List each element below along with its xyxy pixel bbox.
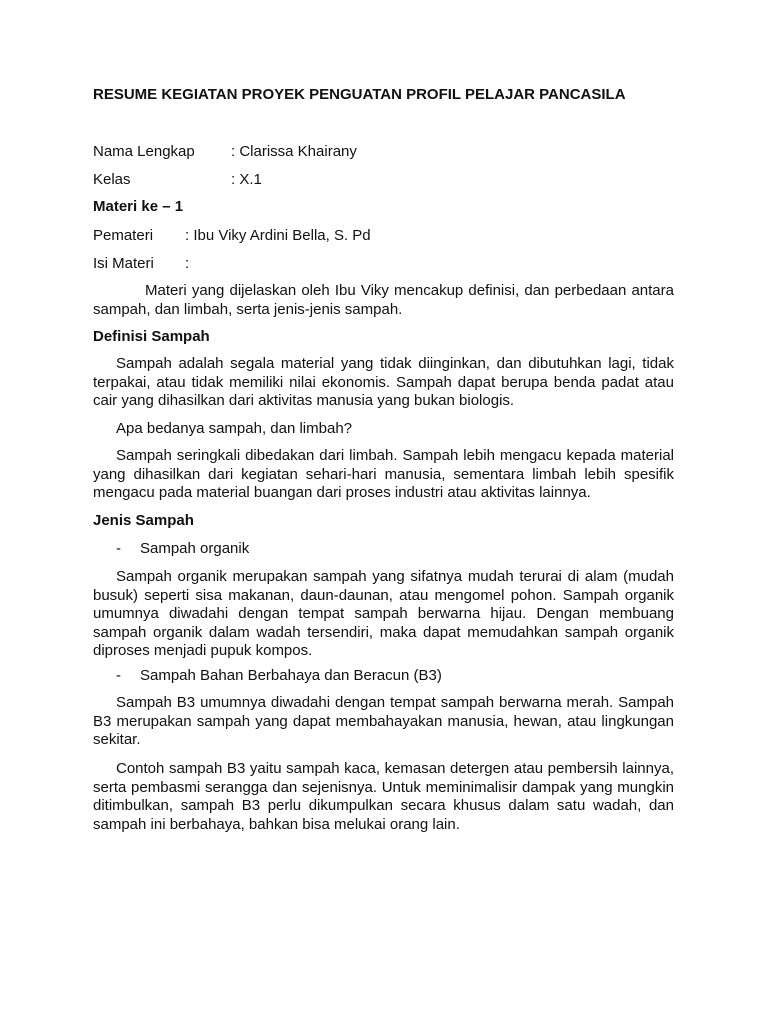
definisi-paragraph: Sampah adalah segala material yang tidak diinginkan, dan dibutuhkan lagi, tidak terpakai, atau tidak memiliki nilai ekonomis. Sampah dapat berupa benda padat atau cair yang dihasilkan dari aktivitas manusia yang bukan biologis.: [93, 355, 674, 409]
list-item-organik: Sampah organik: [140, 540, 250, 557]
intro-paragraph: Materi yang dijelaskan oleh Ibu Viky mencakup definisi, dan perbedaan antara sampah, dan limbah, serta jenis-jenis sampah.: [93, 282, 674, 318]
bullet-dash: -: [116, 540, 121, 557]
nama-value: : Clarissa Khairany: [231, 143, 357, 160]
b3-example-paragraph: Contoh sampah B3 yaitu sampah kaca, kemasan detergen atau pembersih lainnya, serta pembasmi serangga dan sejenisnya. Untuk meminimalisir dampak yang mungkin ditimbulkan, sampah B3 perlu dikumpulkan secara khusus dalam satu wadah, dan sampah ini berbahaya, bahkan bisa melukai orang lain.: [93, 760, 674, 833]
b3-paragraph: Sampah B3 umumnya diwadahi dengan tempat sampah berwarna merah. Sampah B3 merupakan sampah yang dapat membahayakan manusia, hewan, atau lingkungan sekitar.: [93, 694, 674, 748]
jenis-heading: Jenis Sampah: [93, 512, 194, 529]
isi-materi-colon: :: [185, 255, 190, 272]
difference-question: Apa bedanya sampah, dan limbah?: [116, 420, 353, 437]
materi-heading: Materi ke – 1: [93, 198, 184, 215]
pemateri-label: Pemateri: [93, 227, 154, 244]
nama-label: Nama Lengkap: [93, 143, 195, 160]
kelas-label: Kelas: [93, 171, 131, 188]
list-item-b3: Sampah Bahan Berbahaya dan Beracun (B3): [140, 667, 442, 684]
pemateri-value: : Ibu Viky Ardini Bella, S. Pd: [185, 227, 371, 244]
kelas-value: : X.1: [231, 171, 262, 188]
bullet-dash: -: [116, 667, 121, 684]
difference-paragraph: Sampah seringkali dibedakan dari limbah. Sampah lebih mengacu kepada material yang dihasilkan dari kegiatan sehari-hari manusia, sementara limbah lebih spesifik mengacu pada material buangan dari proses industri atau aktivitas lainnya.: [93, 447, 674, 501]
isi-materi-label: Isi Materi: [93, 255, 154, 272]
organik-paragraph: Sampah organik merupakan sampah yang sifatnya mudah terurai di alam (mudah busuk) seperti sisa makanan, daun-daunan, atau mengomel pohon. Sampah organik umumnya diwadahi dengan tempat sampah berwarna hijau. Dengan membuang sampah organik dalam wadah tersendiri, maka dapat memudahkan sampah organik diproses menjadi pupuk kompos.: [93, 568, 674, 659]
document-title: RESUME KEGIATAN PROYEK PENGUATAN PROFIL PELAJAR PANCASILA: [93, 86, 626, 103]
definisi-heading: Definisi Sampah: [93, 328, 210, 345]
